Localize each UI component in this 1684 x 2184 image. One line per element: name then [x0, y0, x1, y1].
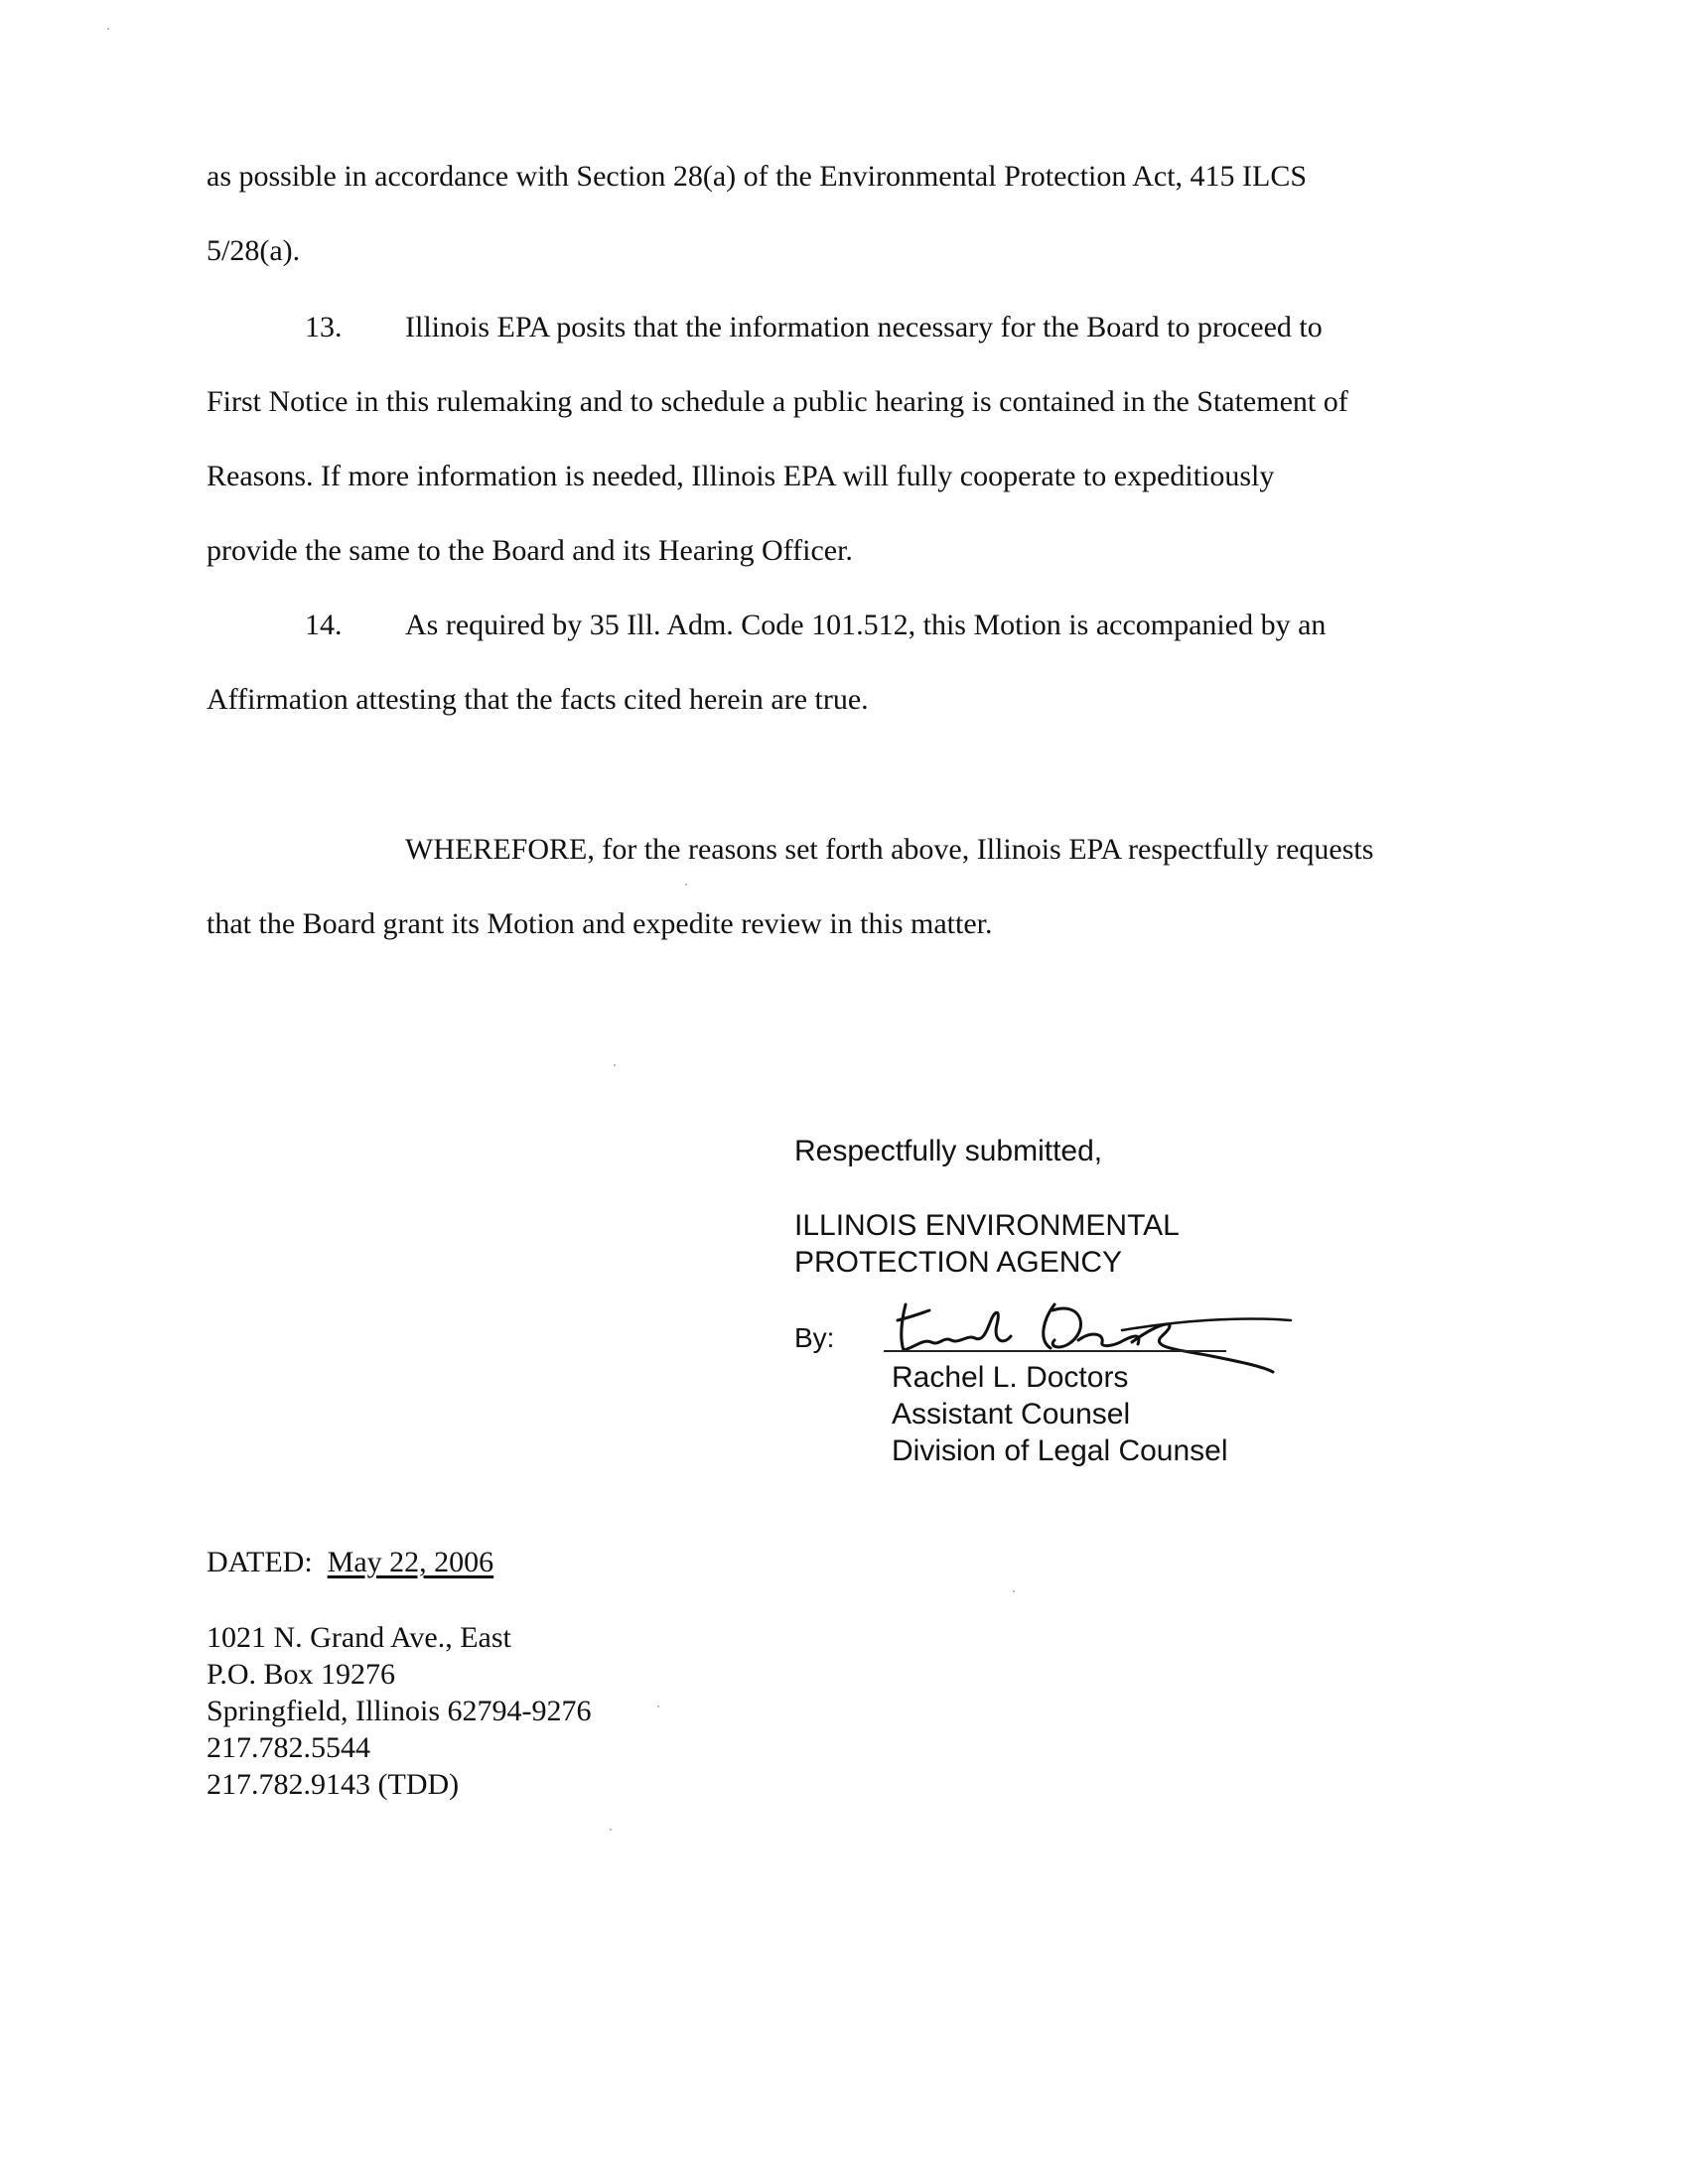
by-label: By: [794, 1322, 835, 1353]
wherefore-line-2: that the Board grant its Motion and expedite review in this matter. [207, 907, 993, 940]
dated-value: May 22, 2006 [327, 1546, 494, 1578]
paragraph-14-line-2: Affirmation attesting that the facts cited herein are true. [207, 683, 869, 716]
paragraph-14-number: 14. [305, 609, 343, 641]
scan-speck [685, 884, 687, 886]
paragraph-13-number: 13. [305, 311, 343, 343]
paragraph-13-line-4: provide the same to the Board and its Hearing Officer. [207, 534, 853, 567]
phone-number: 217.782.5544 [207, 1731, 370, 1764]
paragraph-14-line-1: As required by 35 Ill. Adm. Code 101.512, this Motion is accompanied by an [405, 609, 1327, 641]
wherefore-line-1: WHEREFORE, for the reasons set forth above, Illinois EPA respectfully requests [405, 833, 1374, 866]
scan-speck [657, 1706, 659, 1707]
agency-name-line-1: ILLINOIS ENVIRONMENTAL [794, 1209, 1180, 1242]
paragraph-13-line-3: Reasons. If more information is needed, Illinois EPA will fully cooperate to expeditiously [207, 460, 1275, 492]
address-po-box: P.O. Box 19276 [207, 1658, 396, 1691]
continuation-line-1: as possible in accordance with Section 28(a) of the Environmental Protection Act, 415 ILCS [207, 160, 1308, 193]
scan-speck [610, 1829, 612, 1831]
agency-name-line-2: PROTECTION AGENCY [794, 1246, 1123, 1279]
paragraph-13-line-2: First Notice in this rulemaking and to schedule a public hearing is contained in the Statement of [207, 385, 1348, 418]
dated-line [207, 1545, 493, 1580]
dated-label: DATED: [207, 1546, 313, 1578]
scan-speck [107, 28, 109, 30]
scan-speck [1013, 1590, 1015, 1592]
closing-text: Respectfully submitted, [794, 1135, 1103, 1167]
address-street: 1021 N. Grand Ave., East [207, 1621, 511, 1654]
scan-speck [614, 1064, 616, 1066]
tdd-number: 217.782.9143 (TDD) [207, 1768, 460, 1801]
continuation-line-2: 5/28(a). [207, 234, 301, 267]
signer-title: Assistant Counsel [892, 1398, 1131, 1431]
signer-division: Division of Legal Counsel [892, 1434, 1228, 1467]
signer-name: Rachel L. Doctors [892, 1361, 1129, 1394]
address-city: Springfield, Illinois 62794-9276 [207, 1695, 592, 1727]
signature-line [884, 1350, 1226, 1352]
paragraph-13-line-1: Illinois EPA posits that the information necessary for the Board to proceed to [405, 311, 1323, 343]
